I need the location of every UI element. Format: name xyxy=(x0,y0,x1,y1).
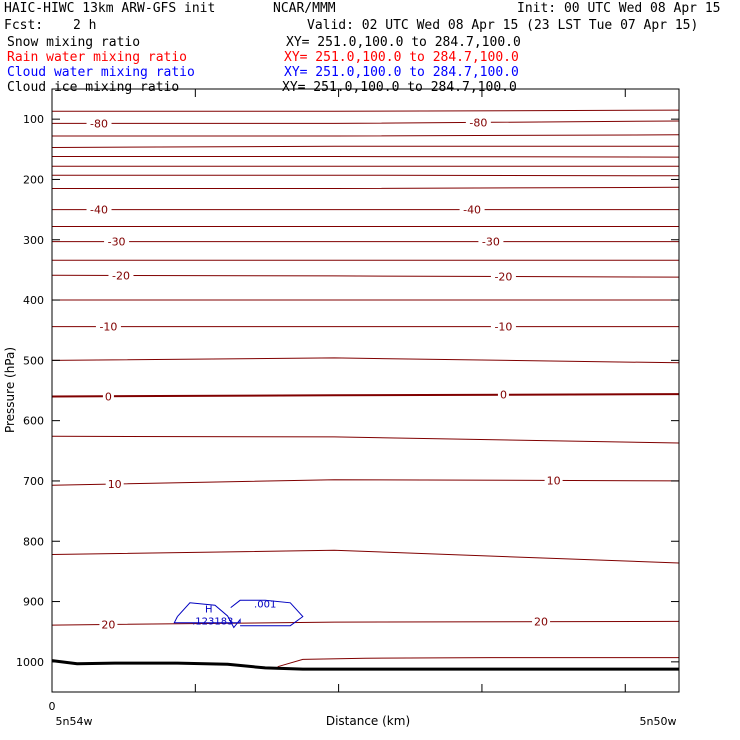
temperature-contour xyxy=(52,146,679,147)
temperature-contour xyxy=(52,157,679,158)
temperature-contour xyxy=(52,135,679,136)
cloud-water-max-marker: H xyxy=(204,604,213,616)
cloud-water-contour-label: .001 xyxy=(254,599,277,611)
fcst-value: 2 h xyxy=(73,18,97,33)
x-left-label: 5n54w xyxy=(55,715,93,728)
field-cloudwater-xy: XY= 251.0,100.0 to 284.7,100.0 xyxy=(284,65,519,80)
y-tick-label: 500 xyxy=(23,354,44,368)
contour-label: -10 xyxy=(494,320,513,334)
temperature-contour xyxy=(52,187,679,188)
contour-label: -10 xyxy=(99,320,118,334)
temperature-contour xyxy=(52,436,679,443)
plot-frame xyxy=(52,89,679,692)
contour-label: 20 xyxy=(534,615,549,629)
contour-label: -30 xyxy=(481,235,500,249)
x-tick-label-0: 0 xyxy=(48,700,56,713)
contour-label: -20 xyxy=(494,270,513,284)
contour-label: 0 xyxy=(499,388,507,402)
field-rain-xy: XY= 251.0,100.0 to 284.7,100.0 xyxy=(284,50,519,65)
y-tick-label: 300 xyxy=(23,233,44,247)
temperature-contour xyxy=(52,394,679,396)
temperature-contour xyxy=(52,621,679,625)
contour-label: -20 xyxy=(111,269,130,283)
contour-label: -30 xyxy=(107,235,126,249)
cloud-water-max-value: .123183 xyxy=(192,616,234,628)
contour-label: -80 xyxy=(90,117,109,131)
field-snow-xy: XY= 251.0,100.0 to 284.7,100.0 xyxy=(286,35,521,50)
org-label: NCAR/MMM xyxy=(273,1,336,16)
field-rain-name: Rain water mixing ratio xyxy=(7,50,188,65)
x-right-label: 5n50w xyxy=(639,715,677,728)
temperature-contour xyxy=(52,175,679,176)
y-axis-title: Pressure (hPa) xyxy=(3,346,17,434)
y-tick-label: 400 xyxy=(23,294,44,308)
contour-label: 10 xyxy=(107,477,122,491)
field-cloudice-xy: XY= 251.0,100.0 to 284.7,100.0 xyxy=(282,80,517,95)
y-tick-label: 700 xyxy=(23,474,44,488)
temperature-contour xyxy=(52,121,679,123)
contour-label: -40 xyxy=(90,203,109,217)
y-tick-label: 600 xyxy=(23,414,44,428)
y-tick-label: 200 xyxy=(23,173,44,187)
contour-label: 20 xyxy=(101,618,116,632)
y-tick-label: 900 xyxy=(23,595,44,609)
temperature-contour xyxy=(52,480,679,486)
chart-title: HAIC-HIWC 13km ARW-GFS init xyxy=(4,1,216,16)
temperature-contour xyxy=(52,358,679,363)
field-cloudwater-name: Cloud water mixing ratio xyxy=(7,65,195,80)
temperature-contour xyxy=(52,550,679,563)
y-tick-label: 800 xyxy=(23,535,44,549)
contour-label: -40 xyxy=(463,203,482,217)
temperature-contour-low xyxy=(278,658,679,667)
init-time: Init: 00 UTC Wed 08 Apr 15 xyxy=(517,1,721,16)
contour-label: -80 xyxy=(469,116,488,130)
x-axis-title: Distance (km) xyxy=(325,714,411,728)
temperature-contour xyxy=(52,275,679,277)
fcst-label: Fcst: xyxy=(4,18,44,33)
y-tick-label: 1000 xyxy=(16,655,44,669)
terrain-surface-line xyxy=(52,661,679,670)
field-snow-name: Snow mixing ratio xyxy=(7,35,141,50)
temperature-contour xyxy=(52,110,679,111)
contour-label: 0 xyxy=(104,390,112,404)
contour-label: 10 xyxy=(546,474,561,488)
field-cloudice-name: Cloud ice mixing ratio xyxy=(7,80,180,95)
valid-time: Valid: 02 UTC Wed 08 Apr 15 (23 LST Tue 07 Apr 15) xyxy=(307,18,699,33)
y-tick-label: 100 xyxy=(23,113,44,127)
